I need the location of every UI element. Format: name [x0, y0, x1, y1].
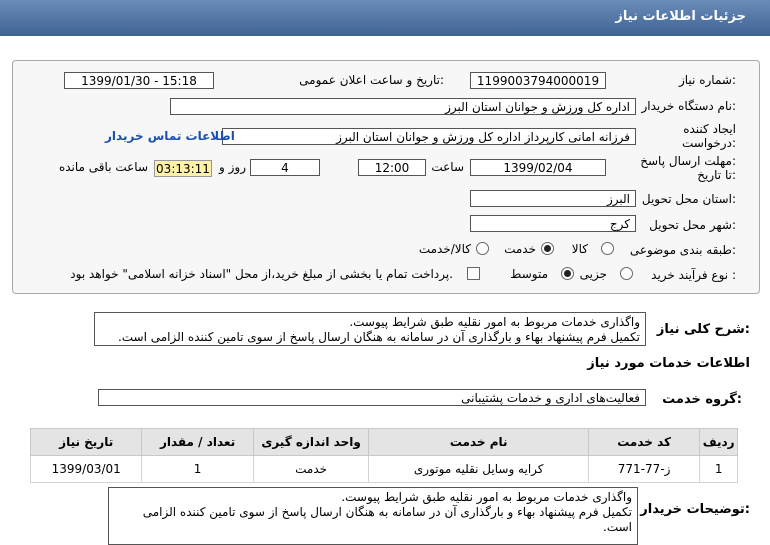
summary-line-1: واگذاری خدمات مربوط به امور نقلیه طبق شرایط پیوست.: [349, 315, 640, 329]
deadline-date-field: 1399/02/04: [470, 159, 606, 176]
buyer-notes-line-3: است.: [603, 520, 632, 534]
cell-need-date: 1399/03/01: [31, 456, 142, 483]
creator-label-1: ایجاد کننده: [683, 122, 736, 136]
table-row: [31, 456, 738, 483]
services-section-title: اطلاعات خدمات مورد نیاز: [587, 356, 750, 371]
service-group-field: فعالیت‌های اداری و خدمات پشتیبانی: [98, 389, 646, 406]
days-label: روز و: [219, 160, 246, 174]
deadline-label-2: تا تاریخ:: [697, 168, 736, 182]
cell-service-name: کرایه وسایل نقلیه موتوری: [369, 456, 588, 483]
need-info-panel: [12, 60, 760, 294]
process-medium-radio[interactable]: [561, 267, 574, 280]
col-service-code: کد خدمت: [588, 429, 699, 456]
services-table: [30, 428, 738, 483]
process-medium-label: متوسط: [510, 267, 548, 281]
buyer-contact-link[interactable]: اطلاعات تماس خریدار: [105, 129, 235, 143]
category-goods-service-radio[interactable]: [476, 242, 489, 255]
deadline-time-label: ساعت: [431, 160, 464, 174]
days-remaining-field: 4: [250, 159, 320, 176]
category-service-label: خدمت: [504, 242, 536, 256]
buyer-field: اداره کل ورزش و جوانان استان البرز: [170, 98, 636, 115]
buyer-notes-label: توضیحات خریدار:: [640, 502, 750, 517]
creator-label-2: درخواست:: [682, 136, 736, 150]
province-field: البرز: [470, 190, 636, 207]
city-label: شهر محل تحویل:: [649, 218, 736, 232]
table-header-row: [31, 429, 738, 456]
deadline-label-1: مهلت ارسال پاسخ:: [640, 154, 736, 168]
category-label: طبقه بندی موضوعی:: [629, 243, 736, 257]
cell-quantity: 1: [142, 456, 253, 483]
col-service-name: نام خدمت: [369, 429, 588, 456]
category-service-radio[interactable]: [541, 242, 554, 255]
category-goods-label: کالا: [571, 242, 588, 256]
process-minor-label: جزیی: [579, 267, 607, 281]
need-number-field: 1199003794000019: [470, 72, 606, 89]
cell-row-number: 1: [700, 456, 738, 483]
col-unit: واحد اندازه گیری: [253, 429, 369, 456]
cell-unit: خدمت: [253, 456, 369, 483]
buyer-notes-line-2: تکمیل فرم پیشنهاد بهاء و بارگذاری آن در سامانه به هنگان ارسال پاسخ از سوی تامین کننده الزامی: [142, 505, 632, 519]
category-goods-radio[interactable]: [601, 242, 614, 255]
city-field: کرج: [470, 215, 636, 232]
cell-service-code: ز-77-771: [588, 456, 699, 483]
col-quantity: تعداد / مقدار: [142, 429, 253, 456]
need-number-label: شماره نیاز:: [678, 73, 736, 87]
remaining-time-counter: 03:13:11: [154, 160, 212, 177]
summary-line-2: تکمیل فرم پیشنهاد بهاء و بارگذاری آن در سامانه به هنگان ارسال پاسخ از سوی تامین کننده الزامی است.: [117, 330, 640, 344]
creator-field: فرزانه امانی کارپرداز اداره کل ورزش و جوانان استان البرز: [222, 128, 636, 145]
service-group-label: گروه خدمت:: [662, 392, 742, 407]
col-row-number: ردیف: [700, 429, 738, 456]
category-goods-service-label: کالا/خدمت: [418, 242, 471, 256]
treasury-payment-checkbox[interactable]: [467, 267, 480, 280]
province-label: استان محل تحویل:: [641, 192, 736, 206]
announce-field: 1399/01/30 - 15:18: [64, 72, 214, 89]
buyer-notes-box: [108, 487, 638, 545]
summary-label: شرح کلی نیاز:: [656, 322, 750, 337]
process-minor-radio[interactable]: [620, 267, 633, 280]
treasury-payment-note: پرداخت تمام یا بخشی از مبلغ خرید،از محل "اسناد خزانه اسلامی" خواهد بود.: [70, 267, 453, 281]
remaining-label: ساعت باقی مانده: [58, 160, 148, 174]
buyer-notes-line-1: واگذاری خدمات مربوط به امور نقلیه طبق شرایط پیوست.: [341, 490, 632, 504]
col-need-date: تاریخ نیاز: [31, 429, 142, 456]
process-label: نوع فرآیند خرید :: [651, 268, 736, 282]
announce-label: تاریخ و ساعت اعلان عمومی:: [299, 73, 444, 87]
deadline-time-field: 12:00: [358, 159, 426, 176]
page-title: جزئیات اطلاعات نیاز: [615, 9, 746, 24]
title-bar: [0, 0, 770, 36]
buyer-label: نام دستگاه خریدار:: [641, 99, 736, 113]
summary-box: [94, 312, 646, 346]
